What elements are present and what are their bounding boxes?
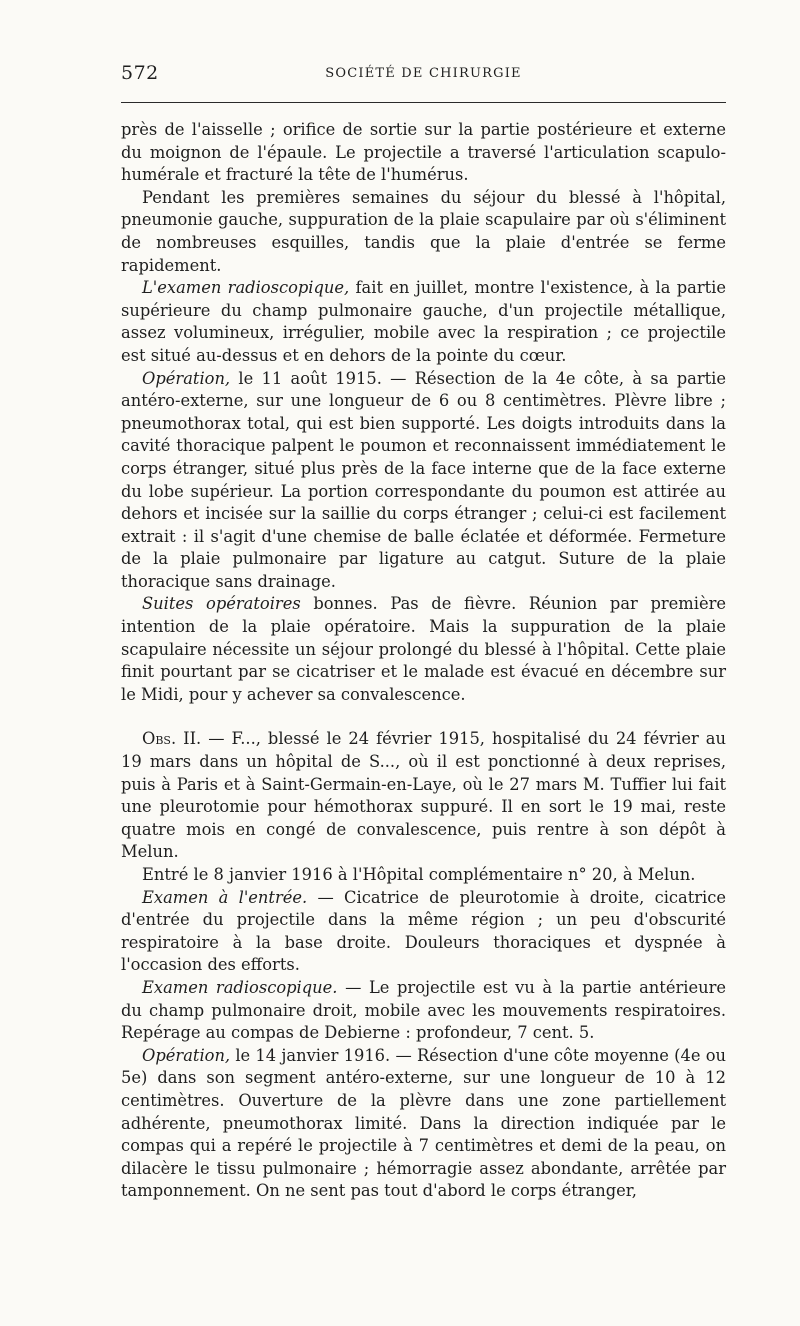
body-text [121,119,726,1203]
paragraph-text: Entré le 8 janvier 1916 à l'Hôpital complémentaire n° 20, à Melun. [142,865,696,884]
paragraph-text: le 14 janvier 1916. — Résection d'une côte moyenne (4e ou 5e) dans son segment antéro-externe, sur une longueur de 10 à 12 centimètres. Ouverture de la plèvre dans une zone partiellement adhérente, pneumothorax limité. Dans la direction indiquée par le compas qui a repéré le projectile à 7 centimètres et demi de la peau, on dilacère le tissu pulmonaire ; hémorragie assez abondante, arrêtée par tamponnement. On ne sent pas tout d'abord le corps étranger, [121,1045,726,1201]
paragraph-lead: L'examen radioscopique, [142,278,350,298]
paragraph-lead: Examen radioscopique. [142,977,338,997]
paragraph [121,887,726,977]
paragraph-text: fait en juillet, montre l'existence, à la partie supérieure du champ pulmonaire gauche, d'un projectile métallique, assez volumineux, irrégulier, mobile avec la respiration ; ce projectile est situé au-dessus et en dehors de la pointe du cœur. [121,278,726,365]
paragraph-text: Pendant les premières semaines du séjour du blessé à l'hôpital, pneumonie gauche, suppuration de la plaie scapulaire par où s'éliminent de nombreuses esquilles, tandis que la plaie d'entrée se ferme rapidement. [121,187,726,275]
paragraph-text: bonnes. Pas de fièvre. Réunion par première intention de la plaie opératoire. Mais la suppuration de la plaie scapulaire nécessite un séjour prolongé du blessé à l'hôpital. Cette plaie finit pourtant par se cicatriser et le malade est évacué en décembre sur le Midi, pour y achever sa convalescence. [121,594,727,704]
paragraph [121,728,726,864]
running-title: SOCIÉTÉ DE CHIRURGIE [325,66,522,81]
paragraph-lead: Opération, [142,368,231,388]
paragraph-text: — F..., blessé le 24 février 1915, hospitalisé du 24 février au 19 mars dans un hôpital de S..., où il est ponctionné à deux reprises, puis à Paris et à Saint-Germain-en-Laye, où le 27 mars M. Tuffier lui fait une pleurotomie pour hémothorax suppuré. Il en sort le 19 mai, reste quatre mois en congé de convalescence, puis rentre à son dépôt à Melun. [121,729,727,862]
paragraph-text: près de l'aisselle ; orifice de sortie sur la partie postérieure et externe du moignon de l'épaule. Le projectile a traversé l'articulation scapulo-humérale et fracturé la tête de l'humérus. [121,120,726,185]
paragraph-lead: Examen à l'entrée. [142,887,308,907]
page-header [121,62,726,90]
paragraph-text: le 11 août 1915. — Résection de la 4e côte, à sa partie antéro-externe, sur une longueur de 6 ou 8 centimètres. Plèvre libre ; pneumothorax total, qui est bien supporté. Les doigts introduits dans la cavité thoracique palpent le poumon et reconnaissent immédiatement le corps étranger, situé plus près de la face interne que de la face externe du lobe supérieur. La portion correspondante du poumon est attirée au dehors et incisée sur la saillie du corps étranger ; celui-ci est facilement extrait : il s'agit d'une chemise de balle éclatée et déformée. Fermeture de la plaie pulmonaire par ligature au catgut. Suture de la plaie thoracique sans drainage. [121,368,726,591]
paragraph [121,368,726,594]
paragraph-text: — Le projectile est vu à la partie antérieure du champ pulmonaire droit, mobile avec les mouvements respiratoires. Repérage au compas de Debierne : profondeur, 7 cent. 5. [121,977,726,1043]
paragraph [121,593,726,706]
paragraph-lead: Suites opératoires [142,594,301,614]
paragraph [121,864,726,887]
paragraph [121,119,726,187]
paragraph [121,187,726,277]
paragraph-text: — Cicatrice de pleurotomie à droite, cicatrice d'entrée du projectile dans la même région ; un peu d'obscurité respiratoire à la base droite. Douleurs thoraciques et dyspnée à l'occasion des efforts. [121,887,727,975]
paragraph [121,977,726,1045]
paragraph [121,277,726,367]
header-rule [121,102,726,103]
page-number: 572 [121,62,159,84]
paragraph-lead: Opération, [142,1045,231,1065]
paragraph [121,1045,726,1203]
observation-label: Obs. II. [142,729,202,749]
